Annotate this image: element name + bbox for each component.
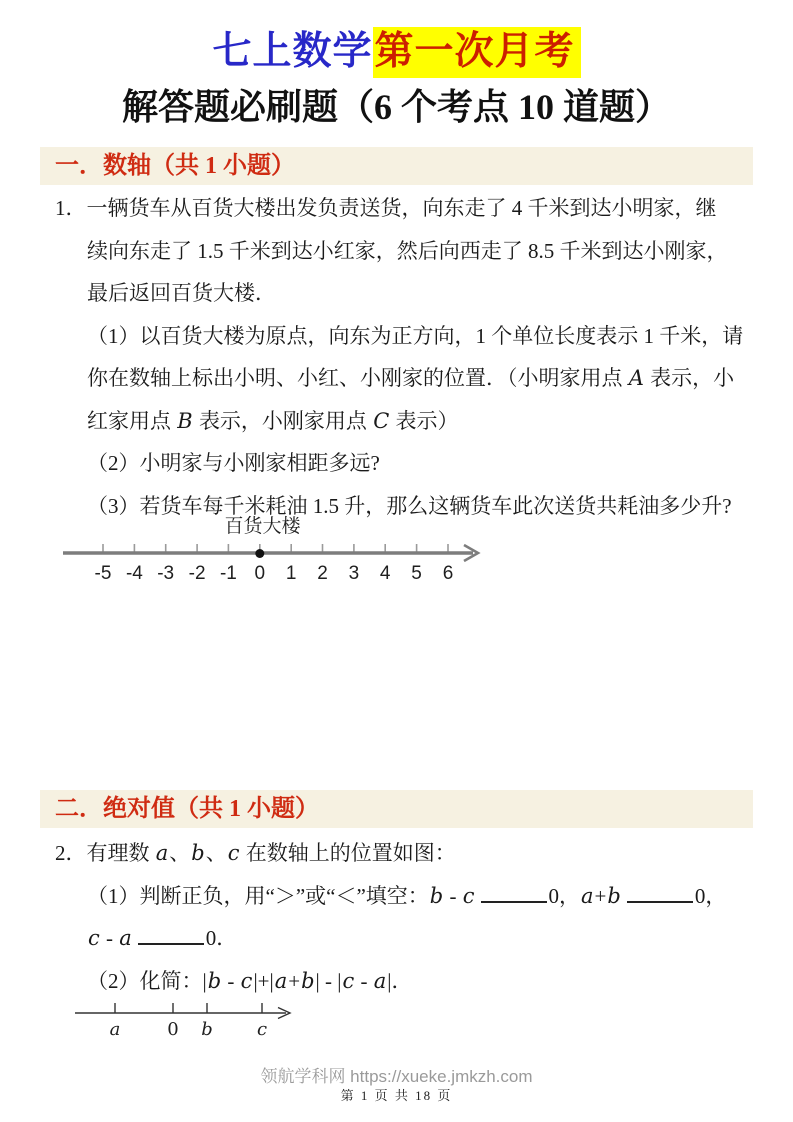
title-exam-highlighted: 第一次月考 xyxy=(373,27,581,78)
problem-text-line: 续向东走了 1.5 千米到达小红家，然后向西走了 8.5 千米到达小刚家， xyxy=(87,238,728,263)
numberline1-axis xyxy=(55,538,495,590)
svg-text:-5: -5 xyxy=(94,563,112,584)
svg-text:c: c xyxy=(256,1019,268,1040)
svg-text:0: 0 xyxy=(254,563,266,584)
page-title xyxy=(0,20,793,76)
problem-text-line: 最后返回百货大楼． xyxy=(87,281,276,305)
problem-text-line: 红家用点 B 表示，小刚家用点 C 表示） xyxy=(87,408,459,433)
numberline1-origin-label: 百货大楼 xyxy=(224,516,301,537)
svg-text:-3: -3 xyxy=(157,563,175,584)
problem-text-line: 1．一辆货车从百货大楼出发负责送货，向东走了 4 千米到达小明家，继 xyxy=(55,196,717,220)
problem-text-line: 2．有理数 a、b、c 在数轴上的位置如图： xyxy=(55,841,456,865)
numberline1-tick-labels xyxy=(95,563,454,584)
numberline2-ticks xyxy=(115,1003,262,1013)
problem-text-line: （3）若货车每千米耗油 1.5 升，那么这辆货车此次送货共耗油多少升? xyxy=(87,493,732,518)
svg-text:1: 1 xyxy=(285,563,297,584)
svg-text:-4: -4 xyxy=(125,563,143,584)
svg-text:-1: -1 xyxy=(219,563,237,584)
problem-text-line: c - a 0． xyxy=(55,917,760,960)
svg-text:0: 0 xyxy=(167,1019,179,1040)
numberline2-axis xyxy=(60,995,310,1045)
problem-text-line: （1）以百货大楼为原点，向东为正方向，1 个单位长度表示 1 千米，请 xyxy=(87,323,744,348)
svg-text:4: 4 xyxy=(379,563,391,584)
answer-blank xyxy=(481,881,547,903)
problem2-text xyxy=(55,832,760,1002)
numberline2-tick-labels xyxy=(110,1019,267,1040)
page-subtitle: 解答题必刷题（6 个考点 10 道题） xyxy=(121,87,671,127)
svg-text:b: b xyxy=(201,1019,213,1040)
section1-header: 一．数轴（共 1 小题） xyxy=(40,147,753,185)
answer-blank xyxy=(627,881,693,903)
svg-text:2: 2 xyxy=(317,563,328,584)
problem-text-line: （2）化简：|b - c|+|a+b| - |c - a|． xyxy=(87,968,413,993)
svg-text:5: 5 xyxy=(411,563,422,584)
problem-text-line: （2）小明家与小刚家相距多远? xyxy=(87,451,380,475)
footer-page-number: 第 1 页 共 18 页 xyxy=(340,1088,453,1103)
problem1-text xyxy=(55,187,760,527)
footer-watermark: 领航学科网 https://xueke.jmkzh.com xyxy=(260,1067,533,1086)
problem-text-line: （1）判断正负，用“＞”或“＜”填空：b - c 0，a+b 0， xyxy=(55,875,760,918)
problem-text-line: 你在数轴上标出小明、小红、小刚家的位置．（小明家用点 A 表示，小 xyxy=(87,366,735,390)
numberline1-origin-dot xyxy=(255,549,264,558)
svg-text:-2: -2 xyxy=(188,563,206,584)
title-course: 七上数学 xyxy=(212,30,373,73)
svg-text:a: a xyxy=(109,1019,121,1040)
section2-header: 二．绝对值（共 1 小题） xyxy=(40,790,753,828)
svg-text:3: 3 xyxy=(348,563,360,584)
svg-text:6: 6 xyxy=(442,563,454,584)
answer-blank xyxy=(138,923,204,945)
